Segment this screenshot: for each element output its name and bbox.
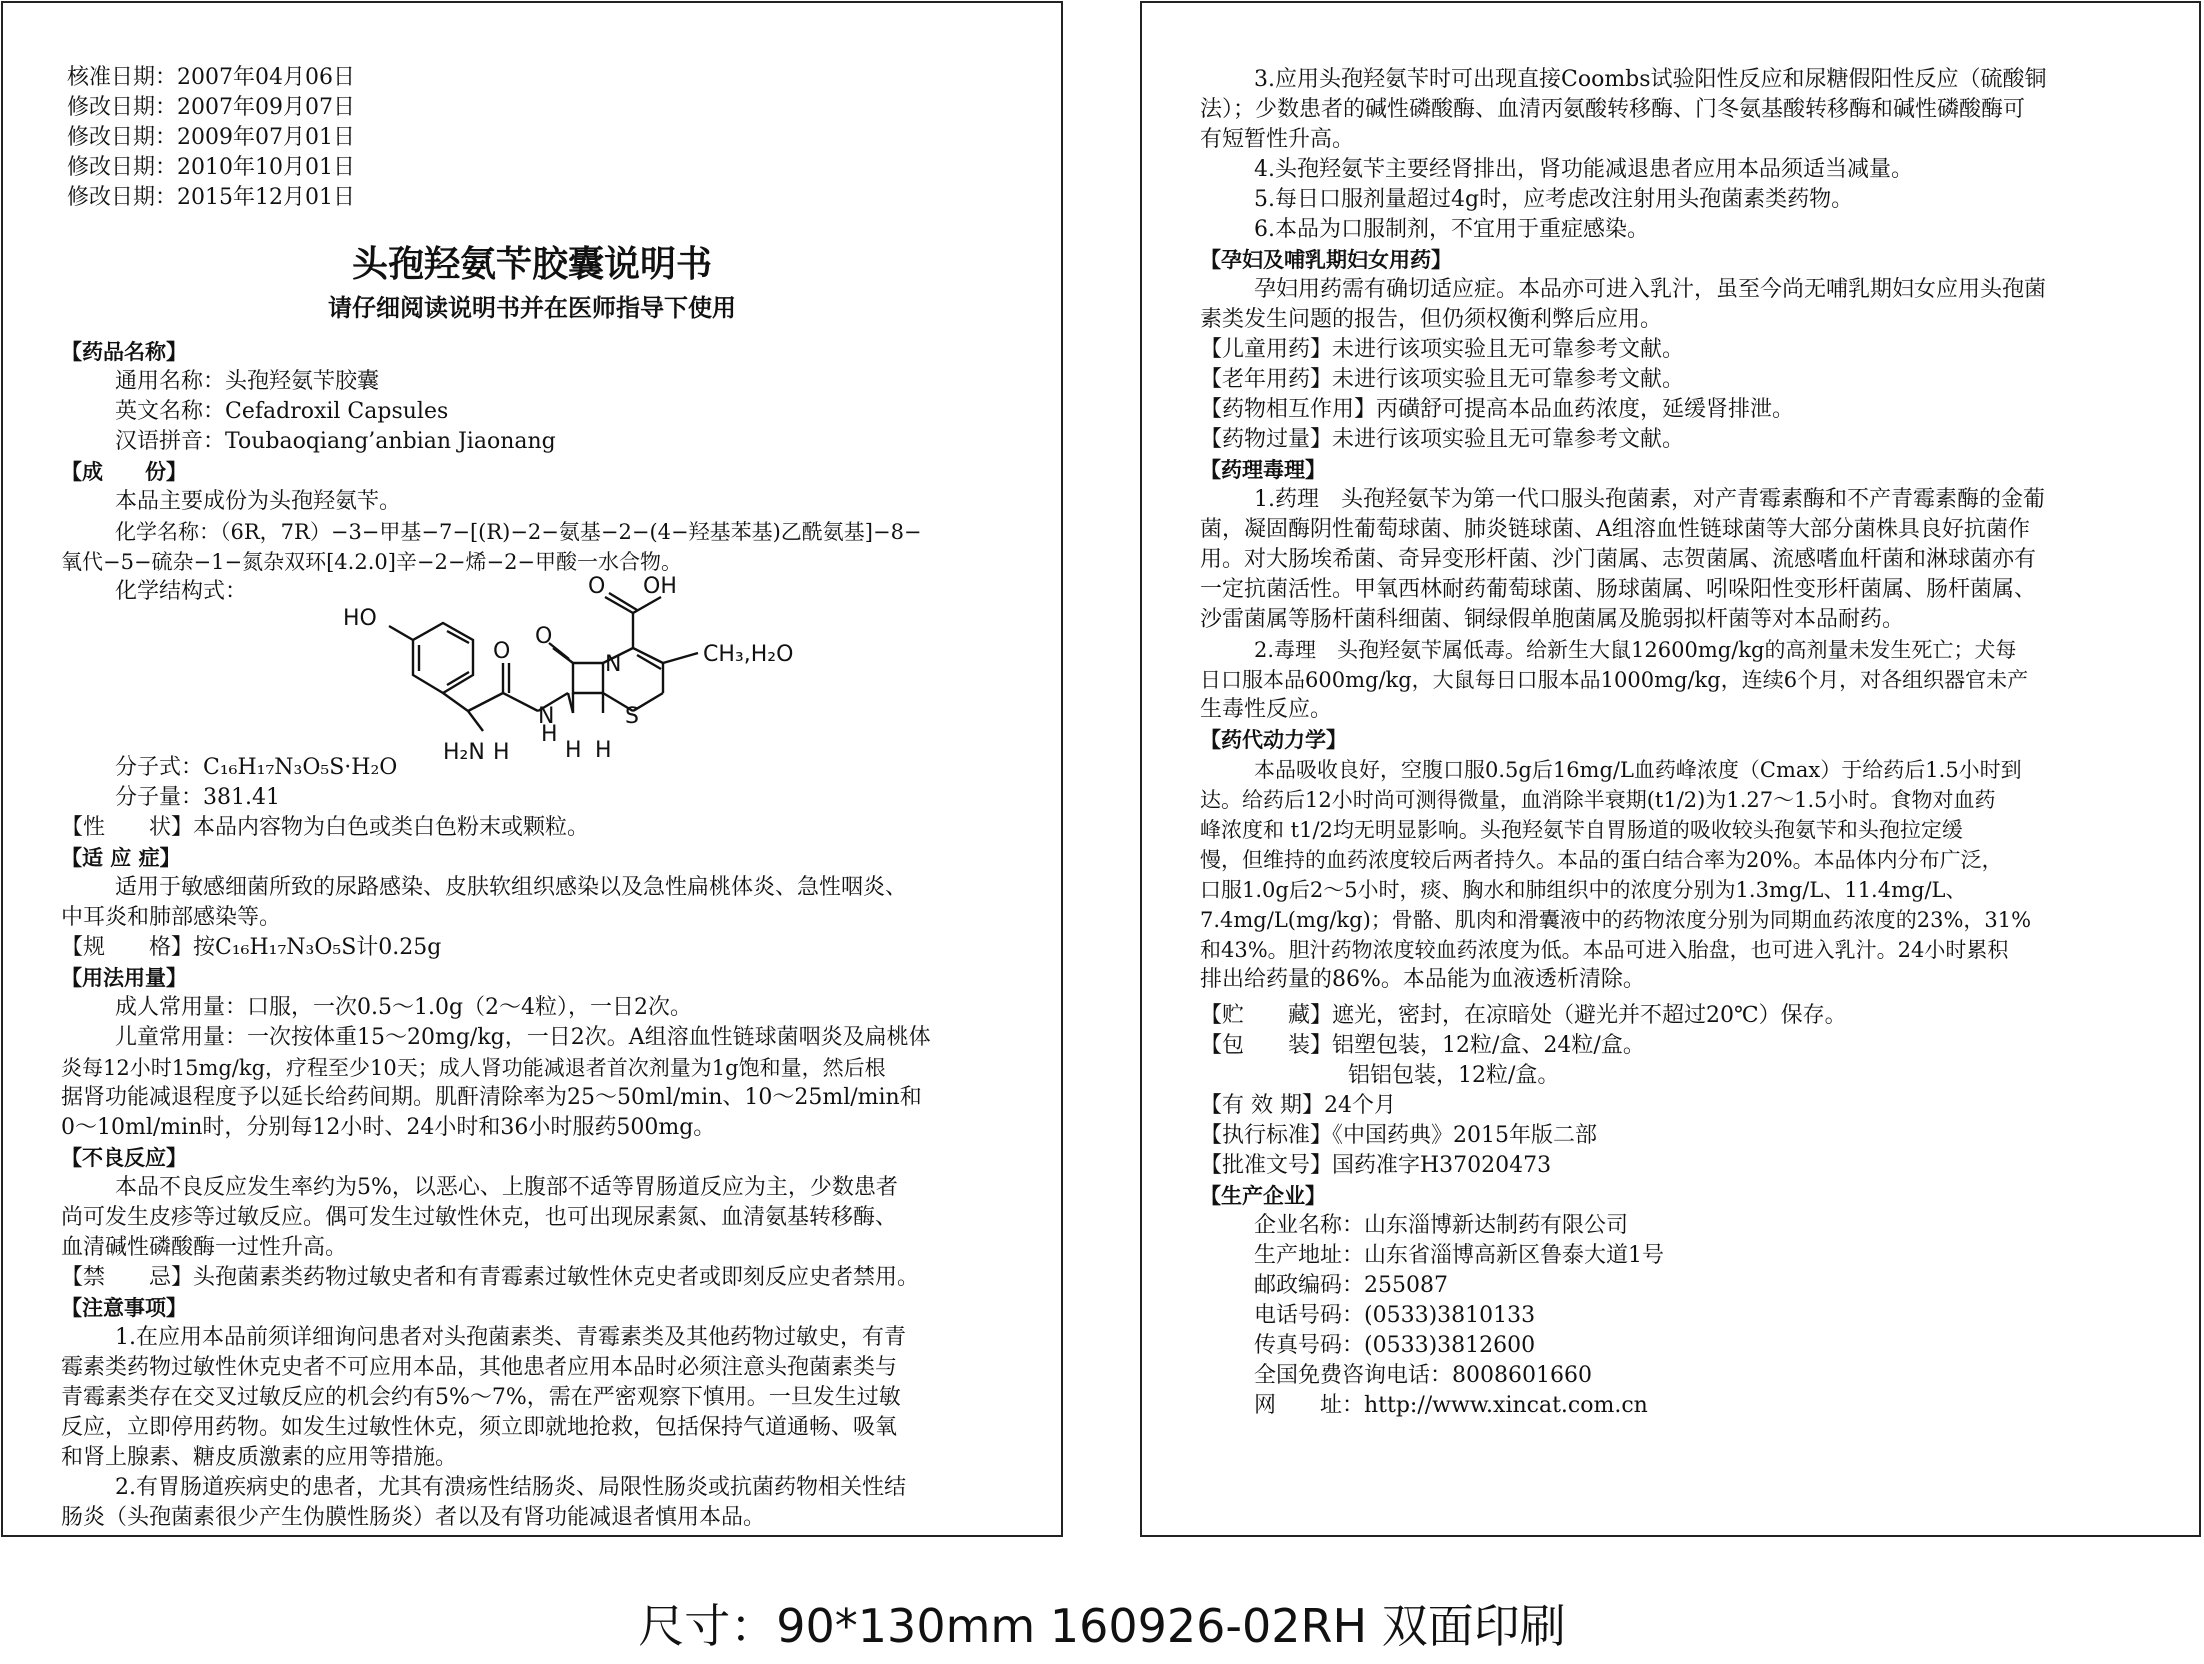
atom-label: H (595, 738, 612, 763)
precautions-text: 1.在应用本品前须详细询问患者对头孢菌素类、青霉素类及其他药物过敏史，有青 (115, 1325, 906, 1350)
pk-text: 峰浓度和 t1/2均无明显影响。头孢羟氨苄自胃肠道的吸收较头孢氨苄和头孢拉定缓 (1200, 818, 1963, 842)
usage-text: 成人常用量：口服，一次0.5～1.0g（2～4粒），一日2次。 (115, 995, 693, 1020)
children-use: 【儿童用药】未进行该项实验且无可靠参考文献。 (1200, 337, 1685, 362)
indications-text: 适用于敏感细菌所致的尿路感染、皮肤软组织感染以及急性扁桃体炎、急性咽炎、 (115, 875, 908, 900)
adverse-text: 尚可发生皮疹等过敏反应。偶可发生过敏性休克，也可出现尿素氮、血清氨基转移酶、 (61, 1205, 898, 1230)
section-header-pharmacokinetics: 【药代动力学】 (1200, 728, 1347, 752)
precautions-text: 5.每日口服剂量超过4g时，应考虑改注射用头孢菌素类药物。 (1254, 187, 1854, 212)
manufacturer-phone: 电话号码：(0533)3810133 (1254, 1303, 1536, 1328)
packaging: 铝铝包装，12粒/盒。 (1348, 1063, 1560, 1088)
precautions-text: 3.应用头孢羟氨苄时可出现直接Coombs试验阳性反应和尿糖假阳性反应（硫酸铜 (1254, 67, 2047, 92)
chemical-structure (343, 563, 923, 763)
pk-text: 和43%。胆汁药物浓度较血药浓度为低。本品可进入胎盘，也可进入乳汁。24小时累积 (1200, 938, 2009, 962)
english-name: 英文名称：Cefadroxil Capsules (115, 399, 449, 424)
revision-date: 修改日期：2007年09月07日 (67, 95, 355, 120)
revision-date: 修改日期：2010年10月01日 (67, 155, 355, 180)
section-header-drug-name: 【药品名称】 (61, 340, 187, 364)
section-header-adverse: 【不良反应】 (61, 1146, 187, 1170)
pk-text: 排出给药量的86%。本品能为血液透析清除。 (1200, 967, 1645, 992)
section-header-precautions: 【注意事项】 (61, 1296, 187, 1320)
atom-label: H (541, 722, 558, 747)
precautions-text: 有短暂性升高。 (1200, 127, 1355, 152)
section-header-indications: 【适 应 症】 (61, 846, 181, 870)
drug-interactions: 【药物相互作用】丙磺舒可提高本品血药浓度，延缓肾排泄。 (1200, 397, 1795, 422)
atom-label: N (605, 652, 622, 677)
pregnancy-text: 孕妇用药需有确切适应症。本品亦可进入乳汁，虽至今尚无哺乳期妇女应用头孢菌 (1254, 277, 2047, 302)
section-header-pharmacology: 【药理毒理】 (1200, 458, 1326, 482)
validity: 【有 效 期】24个月 (1200, 1093, 1396, 1118)
precautions-text: 4.头孢羟氨苄主要经肾排出，肾功能减退患者应用本品须适当减量。 (1254, 157, 1913, 182)
precautions-text: 反应，立即停用药物。如发生过敏性休克，须立即就地抢救，包括保持气道通畅、吸氧 (61, 1415, 898, 1440)
section-header-manufacturer: 【生产企业】 (1200, 1184, 1326, 1208)
pk-text: 达。给药后12小时尚可测得微量，血消除半衰期(t1/2)为1.27～1.5小时。食物对血药 (1200, 788, 1996, 812)
atom-label: S (625, 704, 639, 729)
manufacturer-hotline: 全国免费咨询电话：8008601660 (1254, 1363, 1592, 1388)
packaging: 【包 装】铝塑包装，12粒/盒、24粒/盒。 (1200, 1033, 1645, 1058)
pk-text: 7.4mg/L(mg/kg)；骨骼、肌肉和滑囊液中的药物浓度分别为同期血药浓度的23%，31% (1200, 908, 2032, 932)
structure-label: 化学结构式： (115, 579, 248, 604)
pharmacology-text: 菌，凝固酶阴性葡萄球菌、肺炎链球菌、A组溶血性链球菌等大部分菌株具良好抗菌作 (1200, 517, 2030, 542)
generic-name: 通用名称：头孢羟氨苄胶囊 (115, 369, 380, 394)
section-header-pregnancy: 【孕妇及哺乳期妇女用药】 (1200, 248, 1452, 272)
precautions-text: 2.有胃肠道疾病史的患者，尤其有溃疡性结肠炎、局限性肠炎或抗菌药物相关性结 (115, 1475, 906, 1500)
section-header-usage: 【用法用量】 (61, 966, 187, 990)
usage-text: 0～10ml/min时，分别每12小时、24小时和36小时服药500mg。 (61, 1115, 716, 1140)
pharmacology-text: 1.药理 头孢羟氨苄为第一代口服头孢菌素，对产青霉素酶和不产青霉素酶的金葡 (1254, 487, 2045, 512)
adverse-text: 本品不良反应发生率约为5%，以恶心、上腹部不适等胃肠道反应为主，少数患者 (115, 1175, 898, 1200)
molecular-weight: 分子量：381.41 (115, 785, 280, 810)
precautions-text: 和肾上腺素、糖皮质激素的应用等措施。 (61, 1445, 458, 1470)
pinyin-name: 汉语拼音：Toubaoqiang’anbian Jiaonang (115, 429, 556, 454)
toxicology-text: 2.毒理 头孢羟氨苄属低毒。给新生大鼠12600mg/kg的高剂量未发生死亡；犬每 (1254, 638, 2017, 662)
specification: 【规 格】按C₁₆H₁₇N₃O₅S计0.25g (61, 935, 442, 960)
storage: 【贮 藏】遮光，密封，在凉暗处（避光并不超过20℃）保存。 (1200, 1003, 1847, 1028)
atom-label: O (588, 574, 606, 599)
chemical-name-line: 氧代−5−硫杂−1−氮杂双环[4.2.0]辛−2−烯−2−甲酸一水合物。 (61, 550, 683, 574)
revision-date: 修改日期：2015年12月01日 (67, 185, 355, 210)
manufacturer-address: 生产地址：山东省淄博高新区鲁泰大道1号 (1254, 1243, 1664, 1268)
molecular-formula: 分子式：C₁₆H₁₇N₃O₅S·H₂O (115, 755, 398, 780)
approval-number: 【批准文号】国药准字H37020473 (1200, 1153, 1552, 1178)
pk-text: 慢，但维持的血药浓度较后两者持久。本品的蛋白结合率为20%。本品体内分布广泛， (1200, 848, 2003, 872)
chemical-name-line: 化学名称：（6R，7R）−3−甲基−7−[(R)−2−氨基−2−(4−羟基苯基)乙酰氨基]−8− (115, 520, 922, 544)
atom-label: N (538, 704, 555, 729)
atom-label: H (493, 740, 510, 763)
atom-label: H₂N (443, 740, 485, 763)
precautions-text: 6.本品为口服制剂，不宜用于重症感染。 (1254, 217, 1649, 242)
right-page (1140, 1, 2201, 1537)
section-header-composition: 【成 份】 (61, 460, 187, 484)
elderly-use: 【老年用药】未进行该项实验且无可靠参考文献。 (1200, 367, 1685, 392)
document-subtitle: 请仔细阅读说明书并在医师指导下使用 (328, 294, 736, 322)
manufacturer-postcode: 邮政编码：255087 (1254, 1273, 1448, 1298)
ho-label: HO (343, 606, 377, 631)
composition-text: 本品主要成份为头孢羟氨苄。 (115, 489, 402, 514)
usage-text: 炎每12小时15mg/kg，疗程至少10天；成人肾功能减退者首次剂量为1g饱和量，然后根 (61, 1056, 886, 1080)
pk-text: 本品吸收良好，空腹口服0.5g后16mg/L血药峰浓度（Cmax）于给药后1.5小时到 (1254, 758, 2022, 782)
atom-label: CH₃,H₂O (703, 642, 794, 667)
indications-text: 中耳炎和肺部感染等。 (61, 905, 282, 930)
contraindications: 【禁 忌】头孢菌素类药物过敏史者和有青霉素过敏性休克史者或即刻反应史者禁用。 (61, 1265, 920, 1290)
standard: 【执行标准】《中国药典》2015年版二部 (1200, 1123, 1597, 1148)
manufacturer-website: 网 址：http://www.xincat.com.cn (1254, 1393, 1648, 1418)
precautions-text: 法）；少数患者的碱性磷酸酶、血清丙氨酸转移酶、门冬氨基酸转移酶和碱性磷酸酶可 (1200, 97, 2026, 122)
precautions-text: 肠炎（头孢菌素很少产生伪膜性肠炎）者以及有肾功能减退者慎用本品。 (61, 1505, 766, 1530)
atom-label: O (535, 624, 553, 649)
revision-date: 修改日期：2009年07月01日 (67, 125, 355, 150)
atom-label: H (565, 738, 582, 763)
toxicology-text: 生毒性反应。 (1200, 697, 1333, 722)
usage-text: 儿童常用量：一次按体重15～20mg/kg，一日2次。A组溶血性链球菌咽炎及扁桃体 (115, 1025, 931, 1050)
precautions-text: 霉素类药物过敏性休克史者不可应用本品，其他患者应用本品时必须注意头孢菌素类与 (61, 1355, 898, 1380)
precautions-text: 青霉素类存在交叉过敏反应的机会约有5%～7%，需在严密观察下慎用。一旦发生过敏 (61, 1385, 901, 1410)
pharmacology-text: 一定抗菌活性。甲氧西林耐药葡萄球菌、肠球菌属、吲哚阳性变形杆菌属、肠杆菌属、 (1200, 577, 2037, 602)
pregnancy-text: 素类发生问题的报告，但仍须权衡利弊后应用。 (1200, 307, 1663, 332)
toxicology-text: 日口服本品600mg/kg，大鼠每日口服本品1000mg/kg，连续6个月，对各组织器官未产 (1200, 668, 2029, 692)
usage-text: 据肾功能减退程度予以延长给药间期。肌酐清除率为25～50ml/min、10～25ml/min和 (61, 1085, 922, 1110)
document-title: 头孢羟氨苄胶囊说明书 (351, 244, 712, 285)
adverse-text: 血清碱性磷酸酶一过性升高。 (61, 1235, 348, 1260)
manufacturer-name: 企业名称：山东淄博新达制药有限公司 (1254, 1213, 1629, 1238)
approval-date: 核准日期：2007年04月06日 (67, 65, 355, 90)
pk-text: 口服1.0g后2～5小时，痰、胸水和肺组织中的浓度分别为1.3mg/L、11.4mg/L、 (1200, 878, 1967, 902)
appearance: 【性 状】本品内容物为白色或类白色粉末或颗粒。 (61, 815, 590, 840)
pharmacology-text: 用。对大肠埃希菌、奇异变形杆菌、沙门菌属、志贺菌属、流感嗜血杆菌和淋球菌亦有 (1200, 547, 2037, 572)
print-spec-footer: 尺寸：90*130mm 160926-02RH 双面印刷 (638, 1599, 1566, 1653)
left-page (1, 1, 1063, 1537)
atom-label: OH (643, 574, 677, 599)
atom-label: O (493, 639, 511, 664)
overdose: 【药物过量】未进行该项实验且无可靠参考文献。 (1200, 427, 1685, 452)
pharmacology-text: 沙雷菌属等肠杆菌科细菌、铜绿假单胞菌属及脆弱拟杆菌等对本品耐药。 (1200, 607, 1905, 632)
manufacturer-fax: 传真号码：(0533)3812600 (1254, 1333, 1536, 1358)
